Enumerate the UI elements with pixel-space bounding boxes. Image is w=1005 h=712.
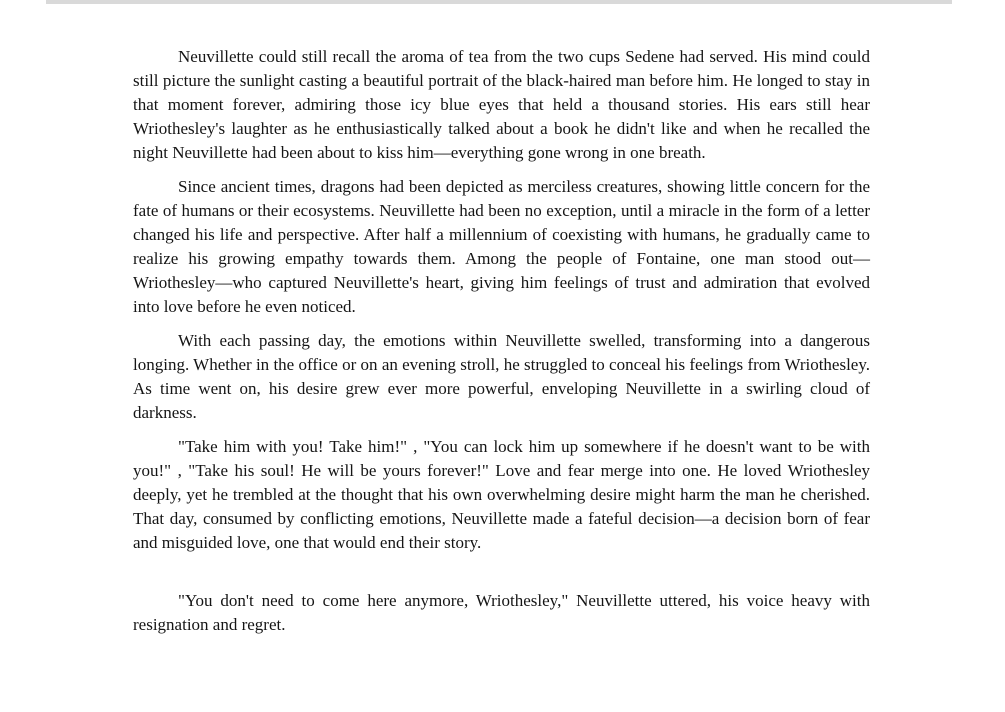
- paragraph-2: Since ancient times, dragons had been depicted as merciless creatures, showing little concern for the fate of humans or their ecosystems. Neuvillette had been no exception, until a miracle in the form of a letter changed his life and perspective. After half a millennium of coexisting with humans, he gradually came to realize his growing empathy towards them. Among the people of Fontaine, one man stood out—Wriothesley—who captured Neuvillette's heart, giving him feelings of trust and admiration that evolved into love before he even noticed.: [133, 177, 870, 316]
- paragraph-5: "You don't need to come here anymore, Wriothesley," Neuvillette uttered, his voice heavy with resignation and regret.: [133, 591, 870, 634]
- page-top-border: [46, 0, 952, 4]
- paragraph-1: Neuvillette could still recall the aroma of tea from the two cups Sedene had served. His mind could still picture the sunlight casting a beautiful portrait of the black-haired man before him. He longed to stay in that moment forever, admiring those icy blue eyes that held a thousand stories. His ears still hear Wriothesley's laughter as he enthusiastically talked about a book he didn't like and when he recalled the night Neuvillette had been about to kiss him—everything gone wrong in one breath.: [133, 47, 870, 162]
- document-page: [133, 45, 870, 647]
- paragraph-4: "Take him with you! Take him!" , "You can lock him up somewhere if he doesn't want to be with you!" , "Take his soul! He will be yours forever!" Love and fear merge into one. He loved Wriothesley deeply, yet he trembled at the thought that his own overwhelming desire might harm the man he cherished. That day, consumed by conflicting emotions, Neuvillette made a fateful decision—a decision born of fear and misguided love, one that would end their story.: [133, 437, 870, 552]
- paragraph-3: With each passing day, the emotions within Neuvillette swelled, transforming into a dangerous longing. Whether in the office or on an evening stroll, he struggled to conceal his feelings from Wriothesley. As time went on, his desire grew ever more powerful, enveloping Neuvillette in a swirling cloud of darkness.: [133, 331, 870, 422]
